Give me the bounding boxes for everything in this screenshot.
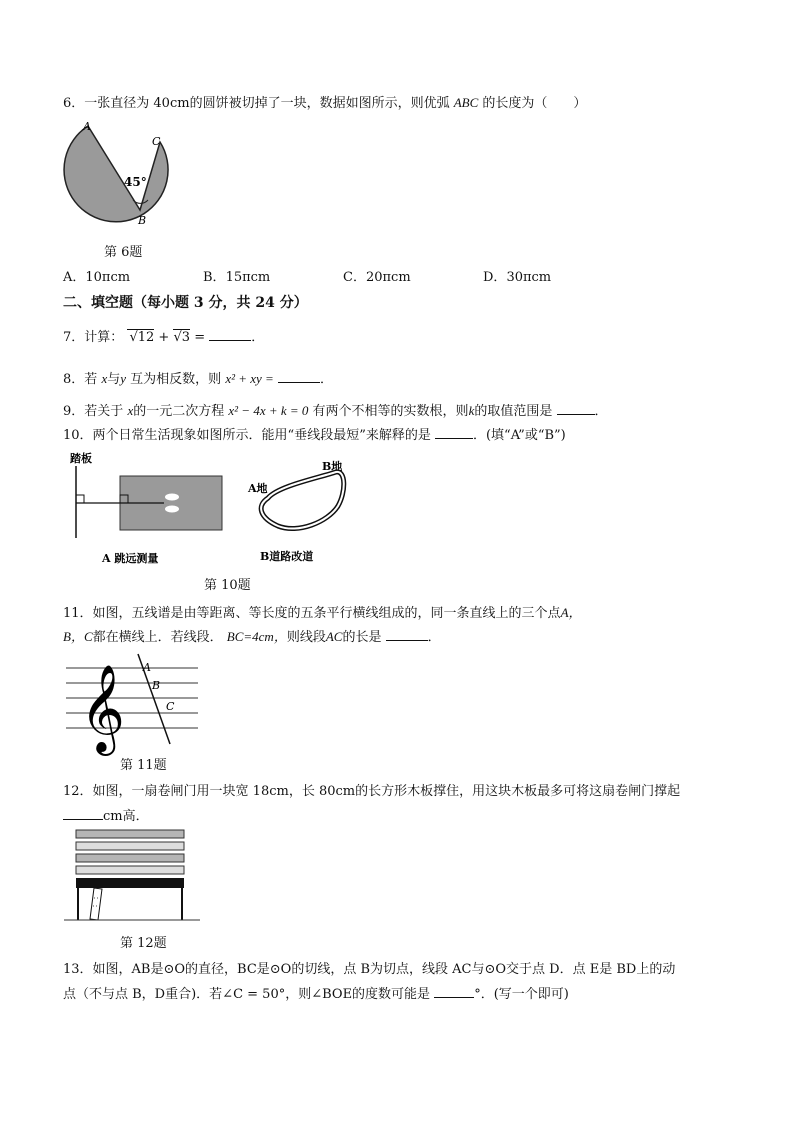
option-c: C．20πcm — [343, 270, 411, 285]
question-12-line-2: cm高． — [63, 805, 149, 824]
answer-blank[interactable] — [434, 985, 474, 998]
option-a: A．10πcm — [63, 270, 131, 285]
question-9: 9．若关于 x的一元二次方程 x² − 4x + k = 0 有两个不相等的实数根，则k的取值范围是 ． — [63, 403, 608, 419]
label-c: C — [152, 135, 161, 148]
question-7: 7．计算： √12 + √3 = ． — [63, 330, 265, 345]
section-title: 二、填空题（每小题 3 分，共 24 分） — [63, 295, 308, 311]
caption-q10: 第 10题 — [204, 578, 251, 593]
answer-blank[interactable] — [63, 807, 103, 820]
figure-q12-rolling-door — [64, 828, 200, 924]
question-8: 8．若 x与y 互为相反数，则 x² + xy = ． — [63, 371, 333, 387]
caption-q12: 第 12题 — [120, 936, 167, 951]
question-11-line-1: 11．如图，五线谱是由等距离、等长度的五条平行横线组成的，同一条直线上的三个点A， — [63, 605, 582, 621]
question-12-line-1: 12．如图，一扇卷闸门用一块宽 18cm，长 80cm的长方形木板撑住，用这块木板最多可将这扇卷闸门撑起 — [63, 784, 681, 799]
answer-blank[interactable] — [557, 402, 595, 415]
caption-a: A 跳远测量 — [102, 552, 159, 565]
label-b: B — [152, 679, 161, 692]
option-b: B．15πcm — [203, 270, 271, 285]
label-angle: 45° — [124, 175, 147, 189]
figure-q10-road — [248, 456, 358, 568]
label-a: A — [143, 661, 151, 674]
answer-blank[interactable] — [386, 628, 428, 641]
caption-q11: 第 11题 — [120, 758, 167, 773]
option-d: D．30πcm — [483, 270, 552, 285]
figure-q6-cut-disc — [60, 118, 175, 228]
label-place-b: B地 — [322, 460, 343, 473]
treble-clef-icon: 𝄞 — [80, 663, 125, 752]
answer-blank[interactable] — [435, 426, 473, 439]
question-13-line-2: 点（不与点 B，D重合)．若∠C = 50°，则∠BOE的度数可能是 °．(写一个即可) — [63, 987, 569, 1002]
caption-b: B道路改道 — [260, 550, 314, 563]
label-c: C — [166, 700, 175, 713]
question-6: 6．一张直径为 40cm的圆饼被切掉了一块，数据如图所示，则优弧 ABC 的长度为（ ） — [63, 95, 587, 111]
caption-q6: 第 6题 — [104, 245, 143, 260]
figure-q11-staff — [66, 650, 198, 752]
figure-q10-long-jump — [66, 448, 236, 568]
question-11-line-2: B，C都在横线上．若线段． BC=4cm，则线段AC的长是 ． — [63, 629, 441, 645]
answer-blank[interactable] — [278, 370, 320, 383]
question-13-line-1: 13．如图，AB是⊙O的直径，BC是⊙O的切线，点 B为切点，线段 AC与⊙O交于点 D．点 E是 BD上的动 — [63, 962, 676, 977]
label-a: A — [83, 120, 91, 133]
label-board: 踏板 — [70, 452, 92, 465]
question-10: 10．两个日常生活现象如图所示．能用“垂线段最短”来解释的是 ．(填“A”或“B”) — [63, 428, 566, 443]
label-b: B — [138, 214, 147, 227]
label-place-a: A地 — [248, 482, 268, 495]
answer-blank[interactable] — [209, 328, 251, 341]
